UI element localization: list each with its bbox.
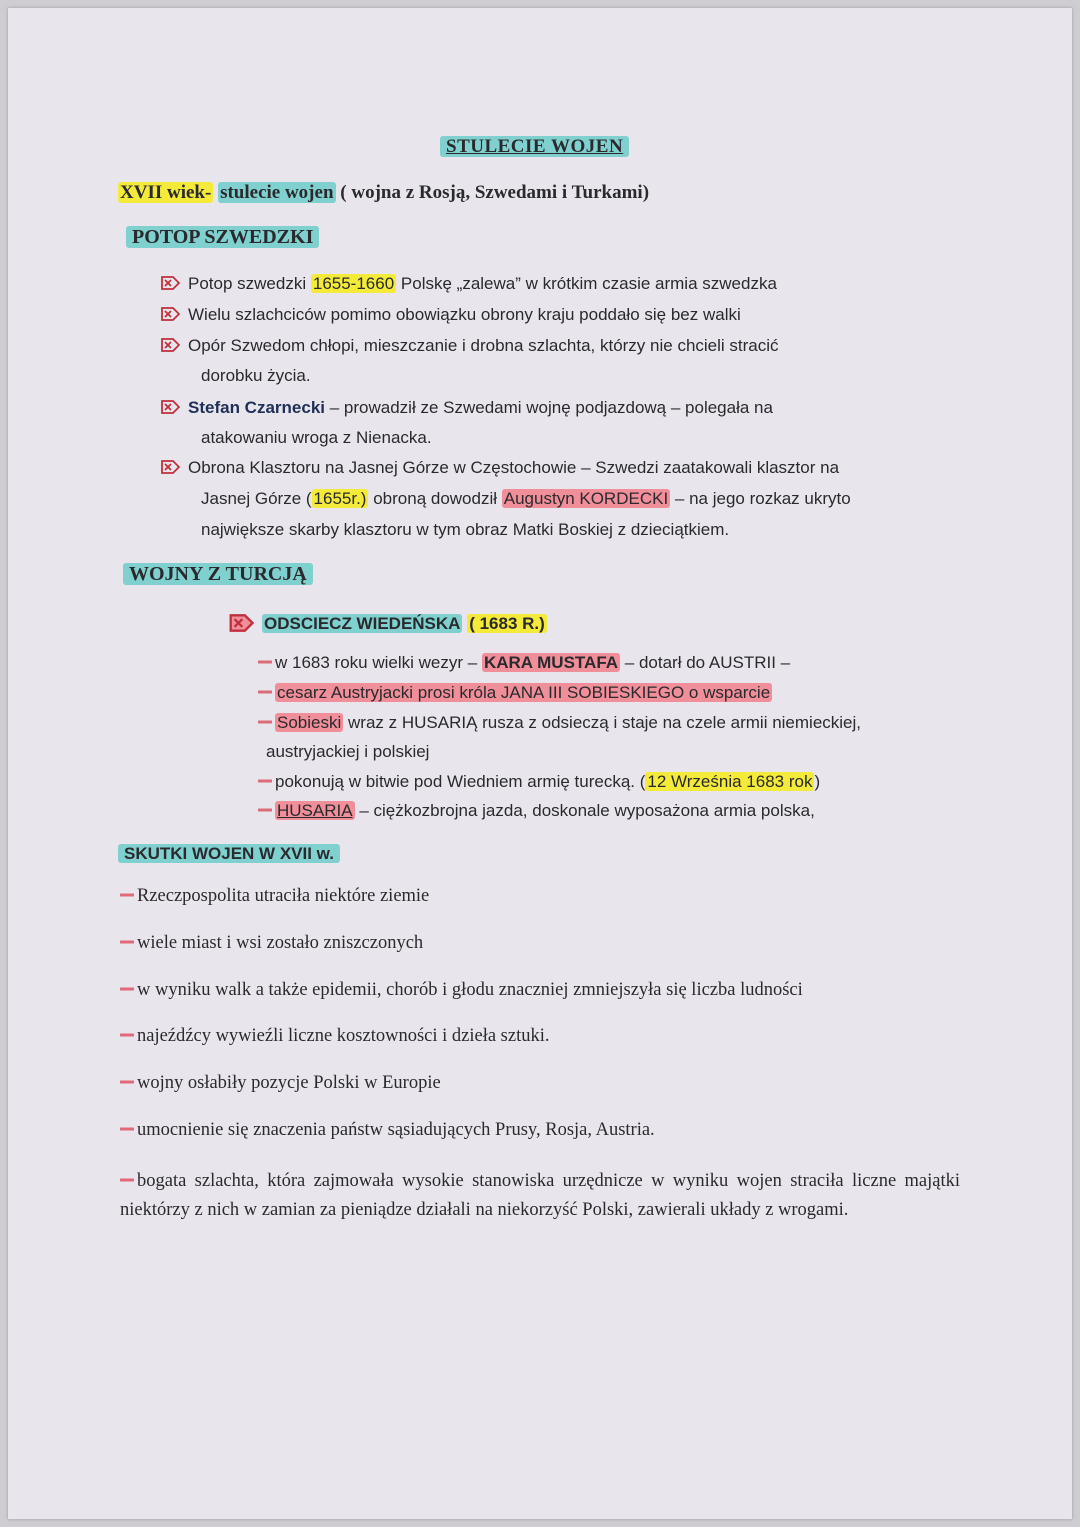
odsiecz-heading-text: ODSCIECZ WIEDEŃSKA — [264, 614, 461, 633]
potop-item-1-pre: Potop szwedzki — [188, 274, 307, 293]
potop-date: 1655-1660 — [312, 274, 395, 293]
potop-item-5-line3: największe skarby klasztoru w tym obraz Matki Boskiej z dzieciątkiem. — [201, 520, 730, 539]
boxed-x-arrow-icon — [160, 338, 180, 352]
sobieski-name: Sobieski — [277, 713, 342, 732]
boxed-x-arrow-icon — [160, 460, 180, 474]
potop-item-2 — [160, 305, 741, 325]
turcja-heading — [123, 563, 313, 586]
boxed-x-arrow-icon — [160, 400, 180, 414]
pink-dash-icon — [258, 719, 272, 725]
turcja-line-5-post: – ciężkozbrojna jazda, doskonale wyposażona armia polska, — [359, 801, 815, 820]
potop-item-2-text: Wielu szlachciców pomimo obowiązku obrony kraju poddało się bez walki — [188, 305, 741, 324]
pink-dash-icon — [120, 1032, 134, 1038]
pink-dash-icon — [258, 659, 272, 665]
title-text: STULECIE WOJEN — [440, 136, 629, 157]
skutki-item-7 — [120, 1167, 960, 1225]
skutki-item-1 — [120, 886, 429, 907]
czarnecki-name: Stefan Czarnecki — [188, 398, 325, 417]
pink-dash-icon — [120, 1126, 134, 1132]
skutki-item-6 — [120, 1120, 655, 1141]
turcja-line-2-text: cesarz Austryjacki prosi króla JANA III SOBIESKIEGO o wsparcie — [277, 683, 771, 702]
kara-mustafa-name: KARA MUSTAFA — [483, 653, 619, 672]
potop-heading — [126, 226, 319, 249]
boxed-x-arrow-icon — [228, 614, 254, 632]
potop-item-3-line1: Opór Szwedom chłopi, mieszczanie i drobna szlachta, którzy nie chcieli stracić — [188, 336, 779, 355]
pink-dash-icon — [120, 892, 134, 898]
turcja-line-3 — [258, 713, 861, 733]
document-page — [8, 8, 1072, 1519]
turcja-line-3-post: wraz z HUSARIĄ rusza z odsieczą i staje na czele armii niemieckiej, — [348, 713, 862, 732]
pink-dash-icon — [258, 689, 272, 695]
turcja-line-2 — [258, 683, 772, 703]
turcja-line-1-pre: w 1683 roku wielki wezyr – — [275, 653, 478, 672]
skutki-item-2 — [120, 933, 423, 954]
skutki-item-5-text: wojny osłabiły pozycje Polski w Europie — [137, 1073, 441, 1093]
skutki-item-5 — [120, 1073, 441, 1094]
skutki-heading-text: SKUTKI WOJEN W XVII w. — [118, 844, 340, 863]
odsiecz-heading — [228, 614, 547, 634]
turcja-line-4-post: ) — [814, 772, 821, 791]
turcja-line-1 — [258, 653, 790, 673]
potop-item-4-line1: – prowadził ze Szwedami wojnę podjazdową – polegała na — [329, 398, 773, 417]
turcja-line-4-pre: pokonują w bitwie pod Wiedniem armię turecką. ( — [275, 772, 646, 791]
kordecki-name: Augustyn KORDECKI — [503, 489, 669, 508]
intro-highlight: stulecie wojen — [220, 182, 334, 203]
page-title — [440, 136, 629, 158]
battle-date: 12 Września 1683 rok — [647, 772, 813, 791]
husaria-name: HUSARIA — [277, 801, 353, 820]
skutki-heading — [118, 844, 340, 864]
skutki-item-3 — [120, 980, 803, 1001]
skutki-item-3-text: w wyniku walk a także epidemii, chorób i głodu znaczniej zmniejszyła się liczba ludności — [137, 980, 803, 1000]
klasztor-date: 1655r.) — [313, 489, 367, 508]
potop-item-3 — [160, 336, 779, 356]
turcja-line-5 — [258, 801, 815, 821]
pink-dash-icon — [258, 778, 272, 784]
pink-dash-icon — [120, 939, 134, 945]
turcja-line-3b: austryjackiej i polskiej — [266, 742, 430, 761]
pink-dash-icon — [258, 807, 272, 813]
skutki-item-7-text: bogata szlachta, która zajmowała wysokie stanowiska urzędnicze w wyniku wojen straciła liczne majątki niektórzy z nich w zamian za pieniądze działali na niekorzyść Polski, zawierali układy z wrogami. — [120, 1171, 960, 1220]
potop-item-4 — [160, 398, 773, 418]
skutki-item-4-text: najeźdźcy wywieźli liczne kosztowności i dzieła sztuki. — [137, 1026, 550, 1046]
potop-item-4-line2: atakowaniu wroga z Nienacka. — [201, 428, 432, 447]
potop-item-1-post: Polskę „zalewa” w krótkim czasie armia szwedzka — [400, 274, 777, 293]
turcja-heading-text: WOJNY Z TURCJĄ — [123, 563, 313, 585]
intro-label: XVII wiek- — [120, 182, 212, 203]
boxed-x-arrow-icon — [160, 276, 180, 290]
skutki-item-2-text: wiele miast i wsi zostało zniszczonych — [137, 933, 424, 953]
pink-dash-icon — [120, 1177, 134, 1183]
potop-item-5-post2: – na jego rozkaz ukryto — [674, 489, 851, 508]
intro-rest: ( wojna z Rosją, Szwedami i Turkami) — [340, 182, 650, 203]
skutki-item-4 — [120, 1026, 550, 1047]
potop-item-5-line2 — [201, 489, 851, 509]
potop-item-1 — [160, 274, 777, 294]
intro-line — [118, 182, 649, 204]
potop-item-5-mid2: obroną dowodził — [373, 489, 498, 508]
turcja-line-4 — [258, 772, 820, 792]
turcja-line-1-post: – dotarł do AUSTRII – — [624, 653, 791, 672]
potop-item-5 — [160, 458, 839, 478]
potop-item-5-pre2: Jasnej Górze ( — [201, 489, 312, 508]
potop-item-5-line1: Obrona Klasztoru na Jasnej Górze w Częstochowie – Szwedzi zaatakowali klasztor na — [188, 458, 840, 477]
skutki-item-1-text: Rzeczpospolita utraciła niektóre ziemie — [137, 886, 430, 906]
odsiecz-date: ( 1683 R.) — [469, 614, 545, 633]
pink-dash-icon — [120, 1079, 134, 1085]
skutki-item-6-text: umocnienie się znaczenia państw sąsiadujących Prusy, Rosja, Austria. — [137, 1120, 655, 1140]
pink-dash-icon — [120, 986, 134, 992]
potop-item-3-line2: dorobku życia. — [201, 366, 311, 385]
boxed-x-arrow-icon — [160, 307, 180, 321]
potop-heading-text: POTOP SZWEDZKI — [126, 226, 319, 248]
